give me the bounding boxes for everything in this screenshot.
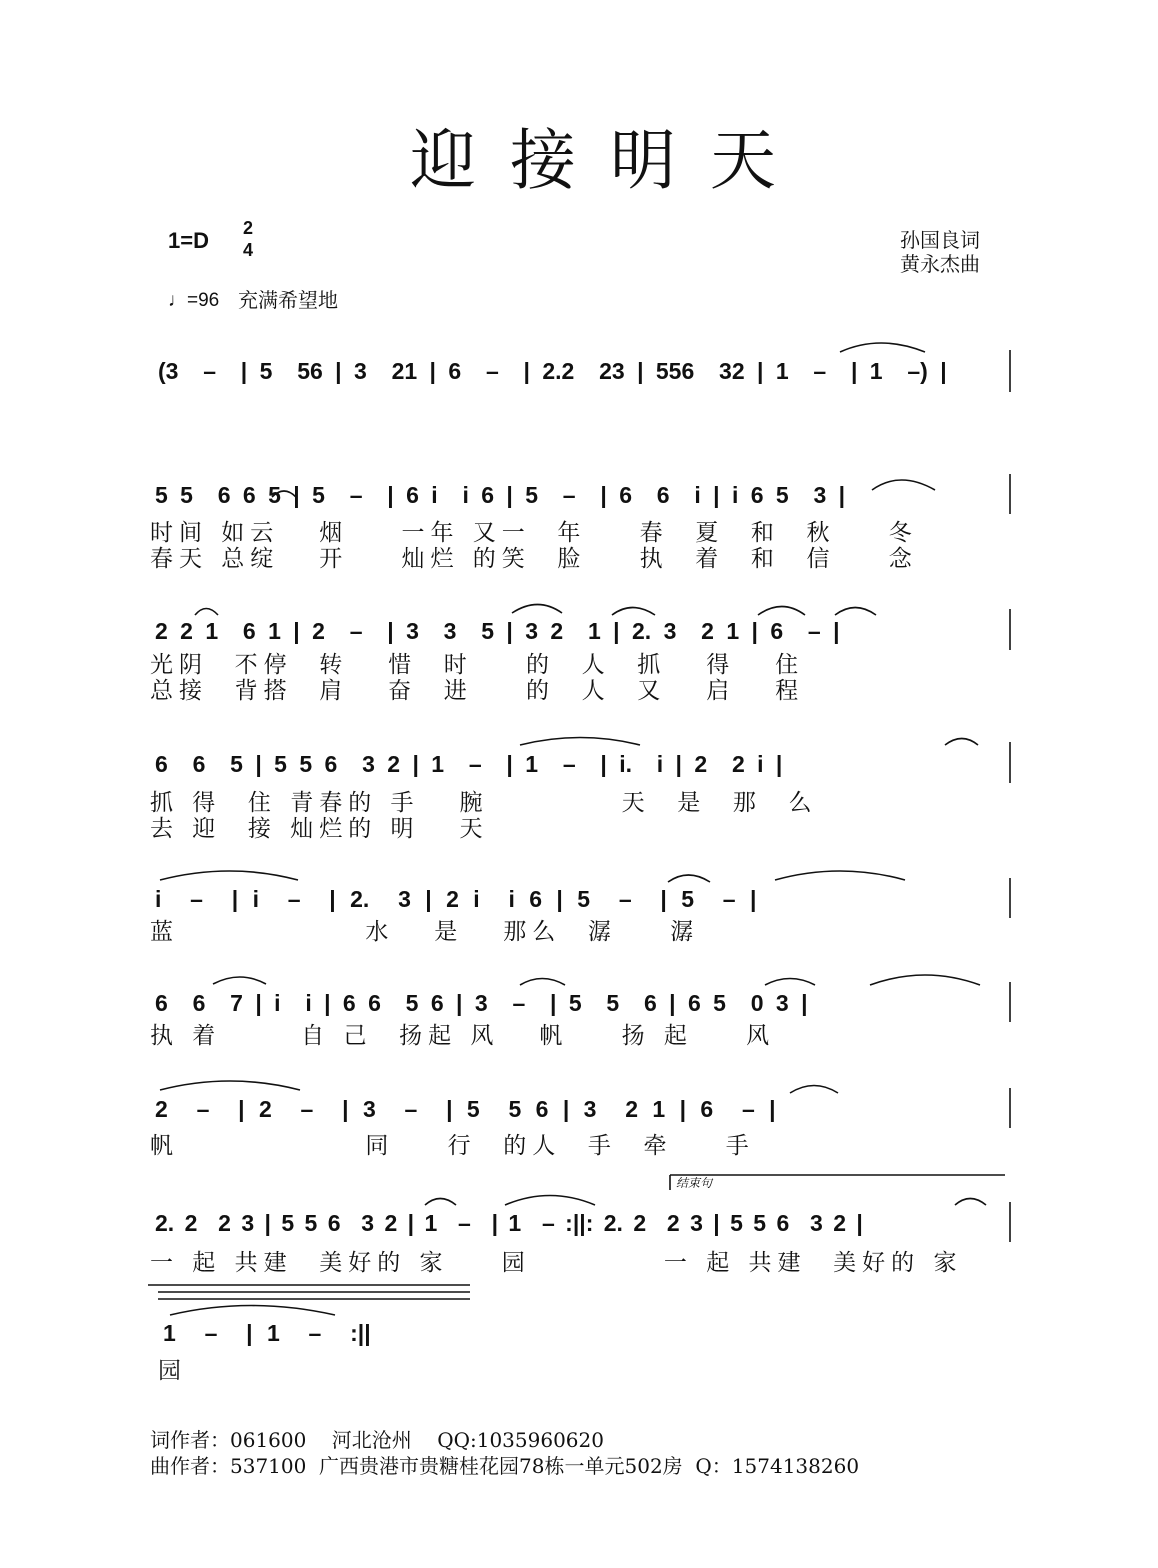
- time-signature-bottom: 4: [243, 240, 254, 260]
- lyric-row-4-verse-1: 抓 得 住 青春的 手 腕 天 是 那 么: [150, 790, 818, 816]
- footer-lyricist-info: 词作者：061600 河北沧州 QQ:1035960620: [150, 1428, 604, 1452]
- composer-credit: 黄永杰曲: [900, 252, 980, 276]
- song-title: 迎接明天: [410, 122, 810, 199]
- score-row-8: 2. 2 2 3 | 5 5 6 3 2 | 1 – | 1 – :||: 2. 2 2 3 | 5 5 6 3 2 |: [155, 1210, 863, 1236]
- score-row-5: i – | i – | 2. 3 | 2 i i 6 | 5 – | 5 – |: [155, 886, 757, 912]
- score-row-1: (3 – | 5 56 | 3 21 | 6 – | 2.2 23 | 556 32 | 1 – | 1 –) |: [158, 358, 947, 384]
- ending-label: 结束句: [676, 1176, 713, 1190]
- time-signature-top: 2: [243, 218, 254, 238]
- lyric-row-6: 执 着 自 己 扬起 风 帆 扬 起 风: [150, 1023, 776, 1049]
- lyric-row-7: 帆 同 行 的人 手 牵 手: [150, 1133, 755, 1159]
- lyric-row-8: 一 起 共建 美好的 家 园 一 起 共建 美好的 家: [150, 1250, 963, 1276]
- lyric-row-2-verse-1: 时间 如云 烟 一年 又一 年 春 夏 和 秋 冬: [150, 520, 918, 546]
- lyric-row-9: 园: [158, 1358, 187, 1384]
- score-row-7: 2 – | 2 – | 3 – | 5 5 6 | 3 2 1 | 6 – |: [155, 1096, 776, 1122]
- lyric-row-2-verse-2: 春天 总绽 开 灿烂 的笑 脸 执 着 和 信 念: [150, 546, 918, 572]
- lyric-row-4-verse-2: 去 迎 接 灿烂的 明 天: [150, 816, 489, 842]
- expression-marking: 充满希望地: [238, 290, 338, 312]
- key-signature: 1=D: [168, 228, 209, 253]
- score-row-6: 6 6 7 | i i | 6 6 5 6 | 3 – | 5 5 6 | 6 5 0 3 |: [155, 990, 808, 1016]
- score-row-2: 5 5 6 6 5 | 5 – | 6 i i 6 | 5 – | 6 6 i | i 6 5 3 |: [155, 482, 846, 508]
- score-row-3: 2 2 1 6 1 | 2 – | 3 3 5 | 3 2 1 | 2. 3 2 1 | 6 – |: [155, 618, 840, 644]
- score-row-4: 6 6 5 | 5 5 6 3 2 | 1 – | 1 – | i. i | 2 2 i |: [155, 751, 783, 777]
- tempo-marking: ♩=96: [168, 290, 220, 311]
- footer-composer-info: 曲作者：537100 广西贵港市贵糖桂花园78栋一单元502房 Q：1574138260: [150, 1454, 860, 1478]
- lyric-row-5: 蓝 水 是 那么 潺 潺: [150, 919, 700, 945]
- score-row-9: 1 – | 1 – :||: [163, 1320, 371, 1346]
- lyricist-credit: 孙国良词: [900, 228, 980, 252]
- lyric-row-3-verse-1: 光阴 不停 转 惜 时 的 人 抓 得 住: [150, 652, 805, 678]
- lyric-row-3-verse-2: 总接 背搭 肩 奋 进 的 人 又 启 程: [150, 678, 805, 704]
